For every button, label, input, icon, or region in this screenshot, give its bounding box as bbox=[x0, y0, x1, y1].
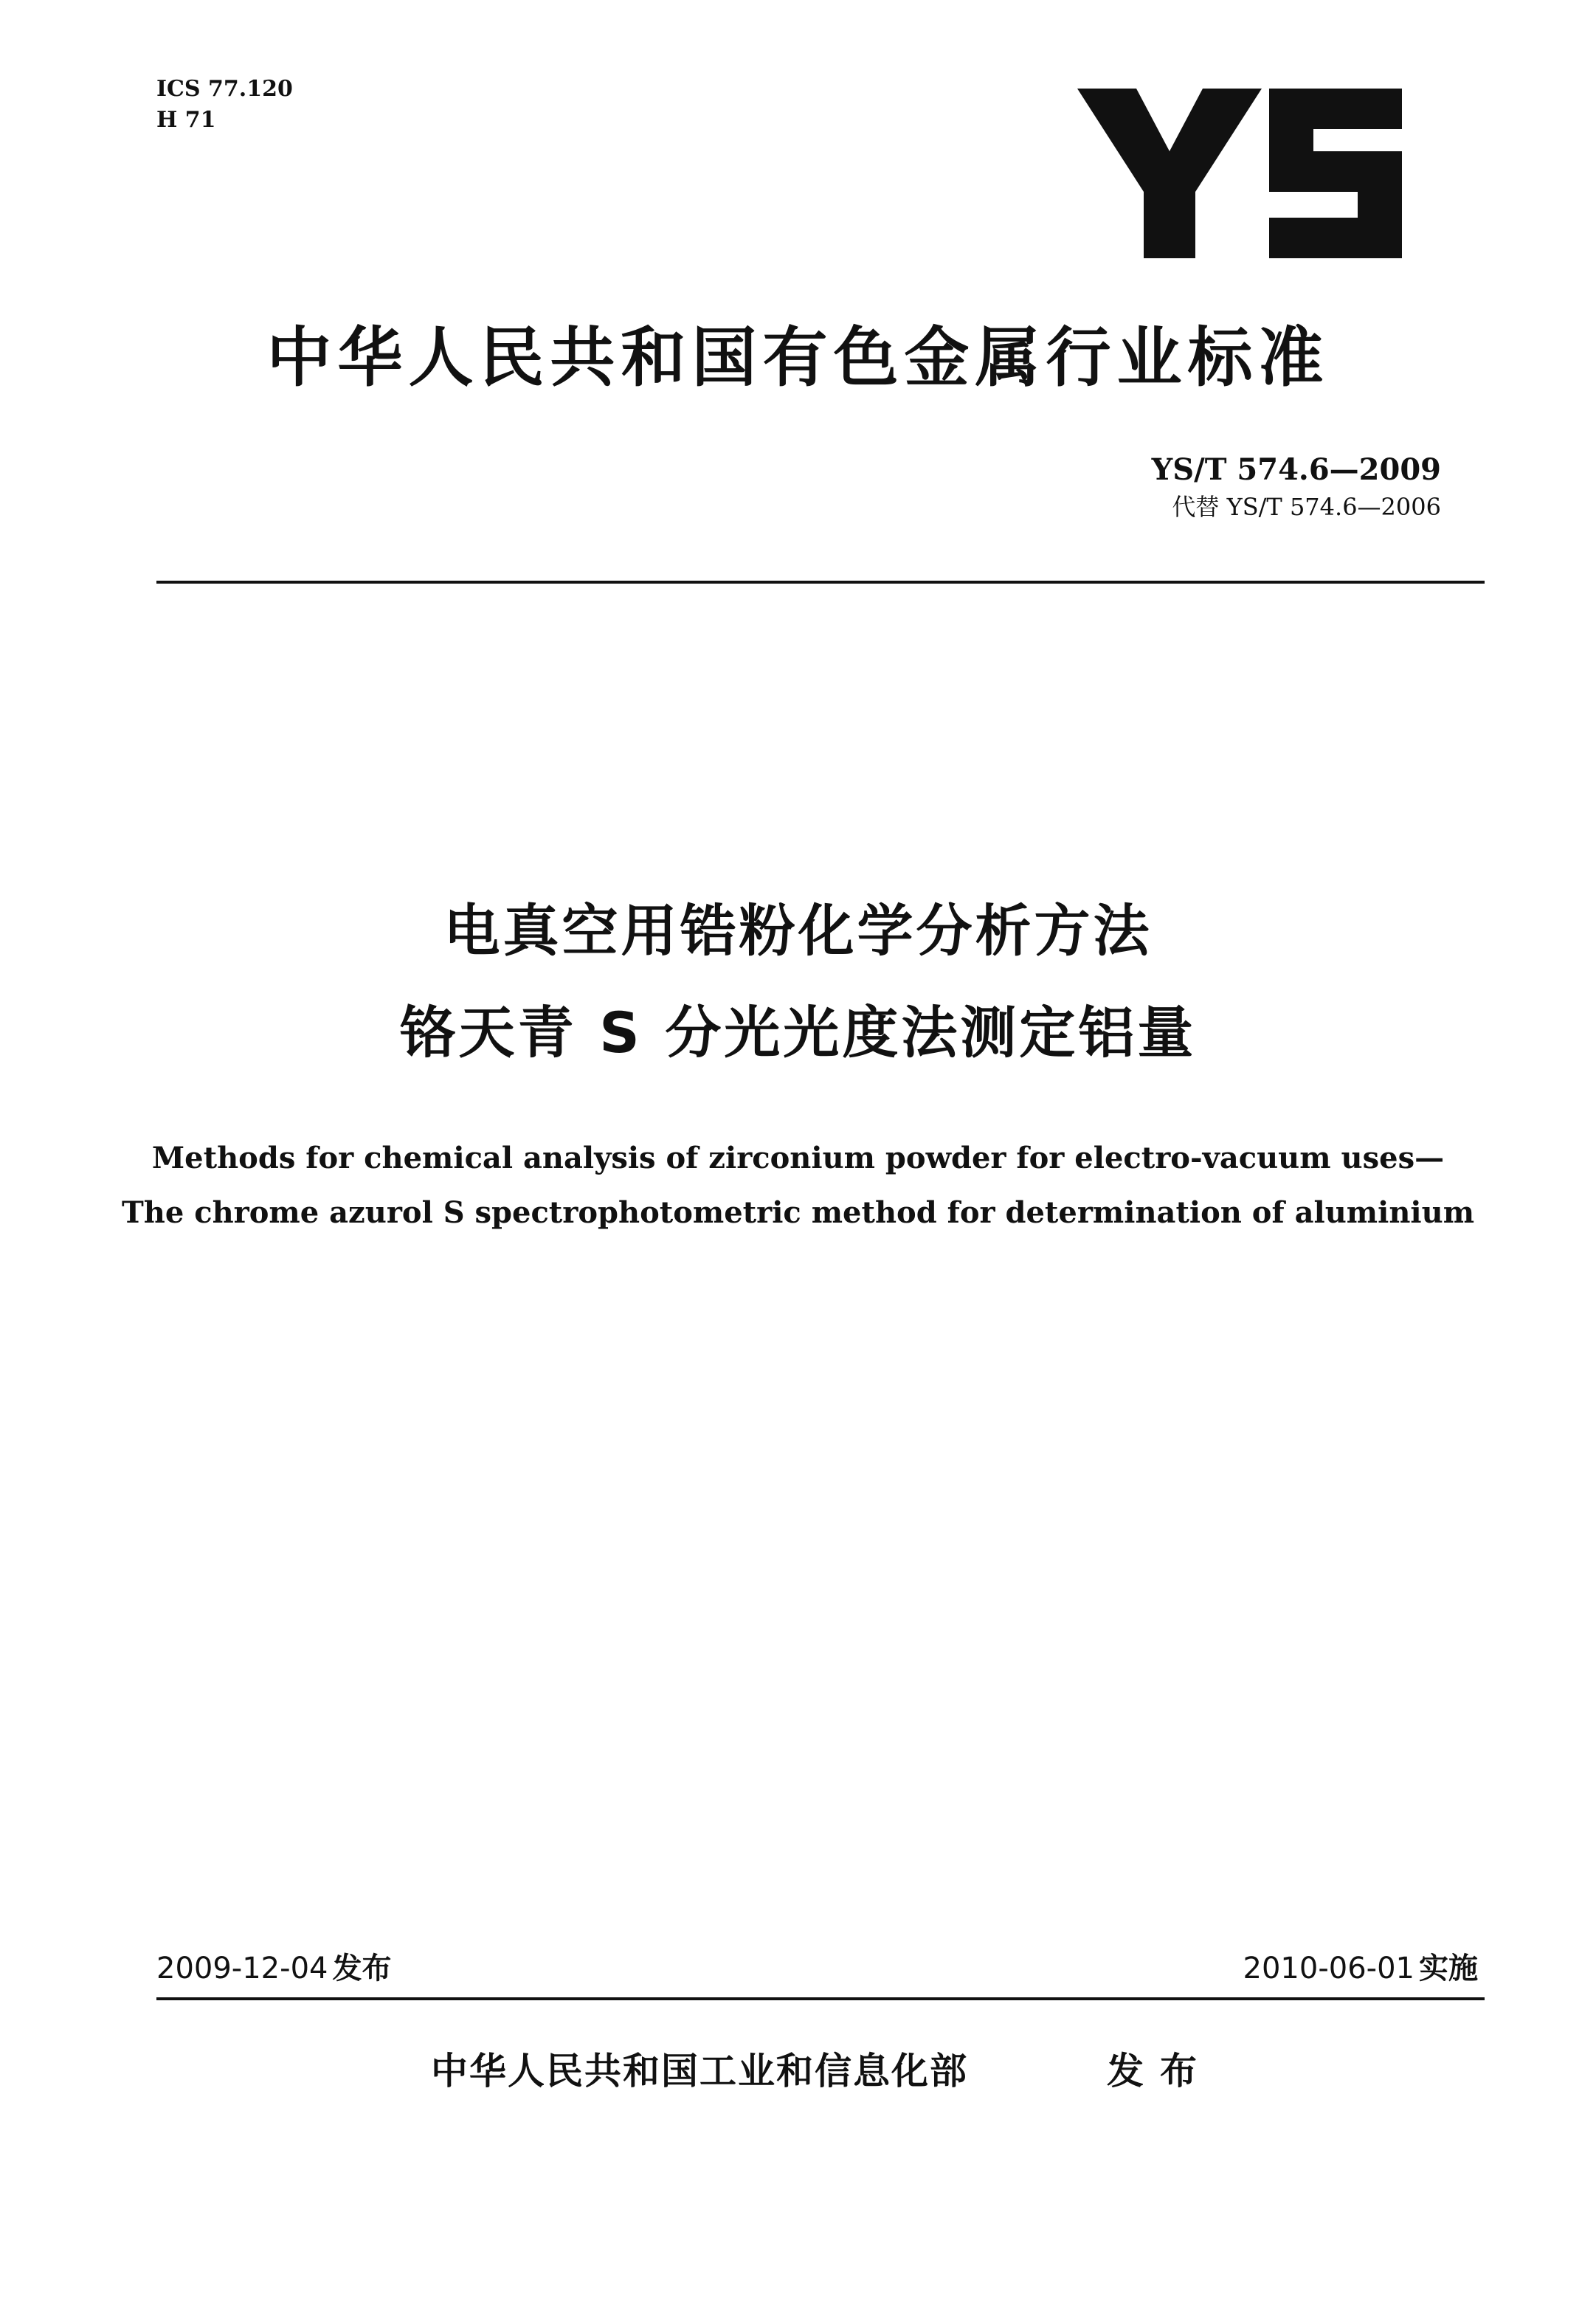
ys-standard-logo-icon bbox=[1077, 89, 1402, 258]
cn-title-line-2: 铬天青 S 分光光度法测定铝量 bbox=[399, 1000, 1197, 1065]
issue-date-value: 2009-12-04 bbox=[156, 1952, 328, 1986]
footer-divider bbox=[156, 1997, 1485, 2000]
cn-title-line-1: 电真空用锆粉化学分析方法 bbox=[443, 898, 1153, 964]
implementation-date-value: 2010-06-01 bbox=[1243, 1952, 1414, 1986]
standard-number: YS/T 574.6—2009 bbox=[1151, 452, 1441, 487]
ics-code: ICS 77.120 bbox=[156, 76, 293, 102]
replaces-standard: 代替 YS/T 574.6—2006 bbox=[1172, 493, 1441, 521]
header-divider bbox=[156, 581, 1485, 584]
en-title-line-2: The chrome azurol S spectrophotometric method for determination of aluminium bbox=[121, 1195, 1475, 1230]
classification-codes bbox=[156, 74, 293, 136]
publisher-name: 中华人民共和国工业和信息化部 bbox=[431, 2050, 968, 2093]
issue-date-label: 发布 bbox=[332, 1952, 392, 1986]
implementation-date bbox=[1243, 1948, 1478, 1989]
ccs-code: H 71 bbox=[156, 107, 216, 133]
org-title: 中华人民共和国有色金属行业标准 bbox=[266, 319, 1330, 395]
publisher-label: 发布 bbox=[1107, 2050, 1213, 2093]
implementation-date-label: 实施 bbox=[1419, 1952, 1478, 1986]
issue-date bbox=[156, 1948, 391, 1989]
en-title-line-1: Methods for chemical analysis of zirconium powder for electro-vacuum uses— bbox=[151, 1141, 1445, 1175]
